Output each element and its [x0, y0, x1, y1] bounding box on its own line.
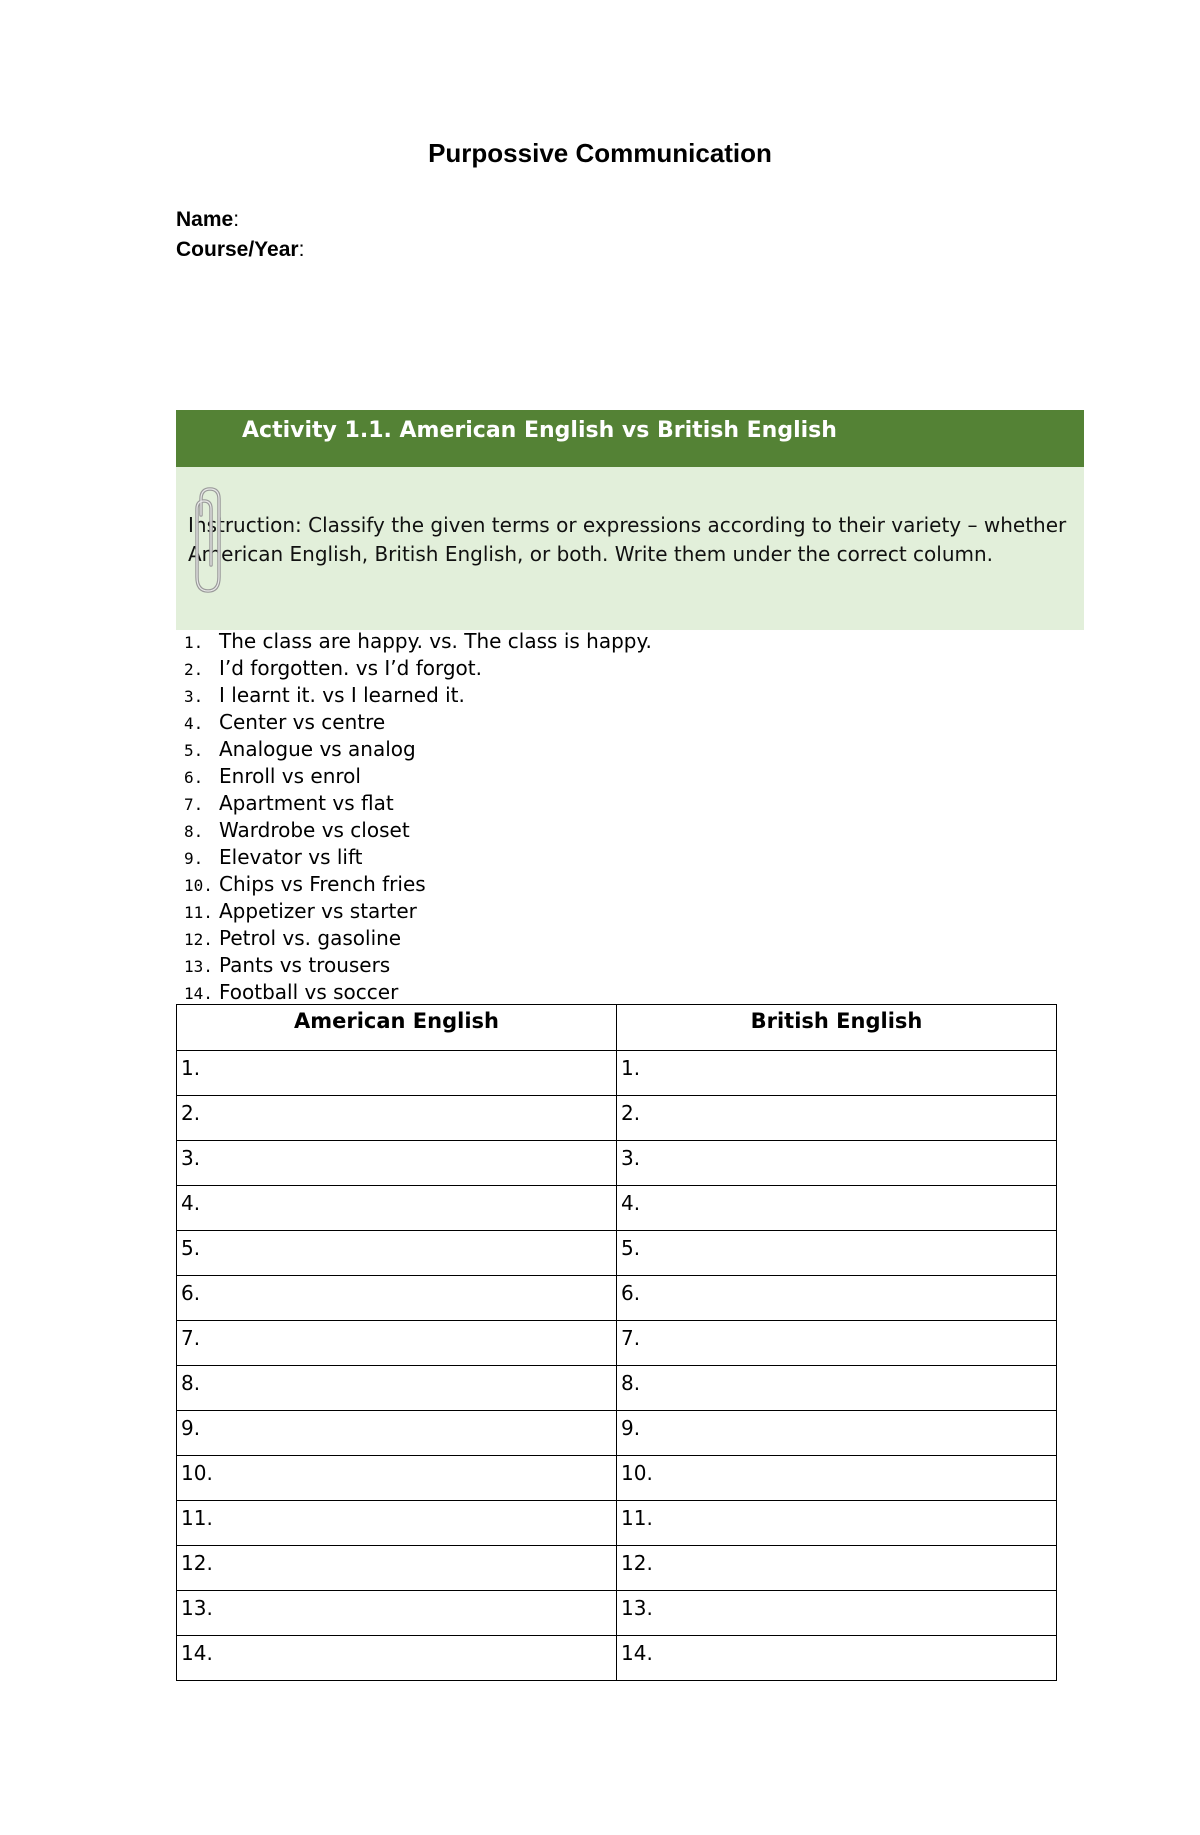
table-row — [177, 1546, 1057, 1591]
british-answer-cell[interactable]: 11. — [617, 1501, 1057, 1546]
american-answer-cell[interactable]: 1. — [177, 1051, 617, 1096]
british-answer-cell[interactable]: 14. — [617, 1636, 1057, 1681]
list-item — [184, 628, 652, 655]
american-answer-cell[interactable]: 4. — [177, 1186, 617, 1231]
course-year-colon: : — [298, 238, 305, 261]
list-item — [184, 736, 652, 763]
list-item — [184, 763, 652, 790]
british-answer-cell[interactable]: 9. — [617, 1411, 1057, 1456]
list-item — [184, 709, 652, 736]
paperclip-icon — [191, 485, 225, 595]
instruction-box — [176, 467, 1084, 630]
table-row — [177, 1636, 1057, 1681]
items-list — [184, 628, 652, 1006]
list-item-number: 4. — [184, 714, 204, 733]
american-answer-cell[interactable]: 12. — [177, 1546, 617, 1591]
list-item — [184, 952, 652, 979]
british-answer-cell[interactable]: 6. — [617, 1276, 1057, 1321]
column-header-british: British English — [617, 1005, 1057, 1051]
list-item — [184, 844, 652, 871]
list-item — [184, 817, 652, 844]
american-answer-cell[interactable]: 8. — [177, 1366, 617, 1411]
table-row — [177, 1141, 1057, 1186]
list-item-number: 2. — [184, 660, 204, 679]
table-row — [177, 1231, 1057, 1276]
american-answer-cell[interactable]: 13. — [177, 1591, 617, 1636]
list-item-text: Appetizer vs starter — [219, 899, 417, 923]
list-item-text: Apartment vs flat — [219, 791, 394, 815]
list-item-text: Center vs centre — [219, 710, 386, 734]
table-row — [177, 1456, 1057, 1501]
list-item — [184, 979, 652, 1006]
american-answer-cell[interactable]: 14. — [177, 1636, 617, 1681]
list-item-text: I learnt it. vs I learned it. — [219, 683, 465, 707]
list-item-text: Enroll vs enrol — [219, 764, 361, 788]
list-item-number: 11. — [184, 903, 213, 922]
american-answer-cell[interactable]: 6. — [177, 1276, 617, 1321]
list-item-text: Football vs soccer — [219, 980, 399, 1004]
instruction-text: Instruction: Classify the given terms or expressions according to their variety – whether American English, British English, or both. Write them under the correct column. — [188, 513, 1067, 566]
name-colon: : — [233, 208, 240, 231]
table-header-row — [177, 1005, 1057, 1051]
british-answer-cell[interactable]: 2. — [617, 1096, 1057, 1141]
list-item-number: 14. — [184, 984, 213, 1003]
list-item-number: 9. — [184, 849, 204, 868]
british-answer-cell[interactable]: 8. — [617, 1366, 1057, 1411]
american-answer-cell[interactable]: 5. — [177, 1231, 617, 1276]
list-item-number: 1. — [184, 633, 204, 652]
list-item — [184, 898, 652, 925]
activity-header: Activity 1.1. American English vs British English — [176, 410, 1084, 467]
list-item-number: 7. — [184, 795, 204, 814]
column-header-american: American English — [177, 1005, 617, 1051]
table-row — [177, 1366, 1057, 1411]
american-answer-cell[interactable]: 3. — [177, 1141, 617, 1186]
table-row — [177, 1096, 1057, 1141]
list-item-number: 12. — [184, 930, 213, 949]
british-answer-cell[interactable]: 10. — [617, 1456, 1057, 1501]
list-item — [184, 925, 652, 952]
american-answer-cell[interactable]: 2. — [177, 1096, 617, 1141]
table-row — [177, 1276, 1057, 1321]
british-answer-cell[interactable]: 3. — [617, 1141, 1057, 1186]
american-answer-cell[interactable]: 9. — [177, 1411, 617, 1456]
answer-table — [176, 1004, 1057, 1681]
british-answer-cell[interactable]: 7. — [617, 1321, 1057, 1366]
british-answer-cell[interactable]: 1. — [617, 1051, 1057, 1096]
list-item-number: 8. — [184, 822, 204, 841]
list-item-number: 5. — [184, 741, 204, 760]
page-title: Purpossive Communication — [428, 138, 772, 168]
list-item — [184, 790, 652, 817]
list-item-number: 3. — [184, 687, 204, 706]
british-answer-cell[interactable]: 12. — [617, 1546, 1057, 1591]
table-row — [177, 1321, 1057, 1366]
table-row — [177, 1411, 1057, 1456]
table-row — [177, 1186, 1057, 1231]
list-item-text: Pants vs trousers — [219, 953, 391, 977]
list-item-text: The class are happy. vs. The class is happy. — [219, 629, 652, 653]
list-item-number: 6. — [184, 768, 204, 787]
table-row — [177, 1591, 1057, 1636]
list-item-text: Elevator vs lift — [219, 845, 363, 869]
list-item-text: I’d forgotten. vs I’d forgot. — [219, 656, 482, 680]
list-item-text: Wardrobe vs closet — [219, 818, 410, 842]
name-field — [176, 208, 239, 232]
list-item-number: 13. — [184, 957, 213, 976]
american-answer-cell[interactable]: 10. — [177, 1456, 617, 1501]
course-year-field — [176, 238, 304, 262]
american-answer-cell[interactable]: 7. — [177, 1321, 617, 1366]
list-item-text: Chips vs French fries — [219, 872, 426, 896]
list-item-text: Analogue vs analog — [219, 737, 416, 761]
british-answer-cell[interactable]: 4. — [617, 1186, 1057, 1231]
list-item — [184, 871, 652, 898]
name-label: Name — [176, 208, 234, 231]
list-item-text: Petrol vs. gasoline — [219, 926, 402, 950]
course-year-label: Course/Year — [176, 238, 299, 261]
american-answer-cell[interactable]: 11. — [177, 1501, 617, 1546]
table-row — [177, 1051, 1057, 1096]
list-item — [184, 655, 652, 682]
british-answer-cell[interactable]: 13. — [617, 1591, 1057, 1636]
table-row — [177, 1501, 1057, 1546]
british-answer-cell[interactable]: 5. — [617, 1231, 1057, 1276]
list-item — [184, 682, 652, 709]
list-item-number: 10. — [184, 876, 213, 895]
